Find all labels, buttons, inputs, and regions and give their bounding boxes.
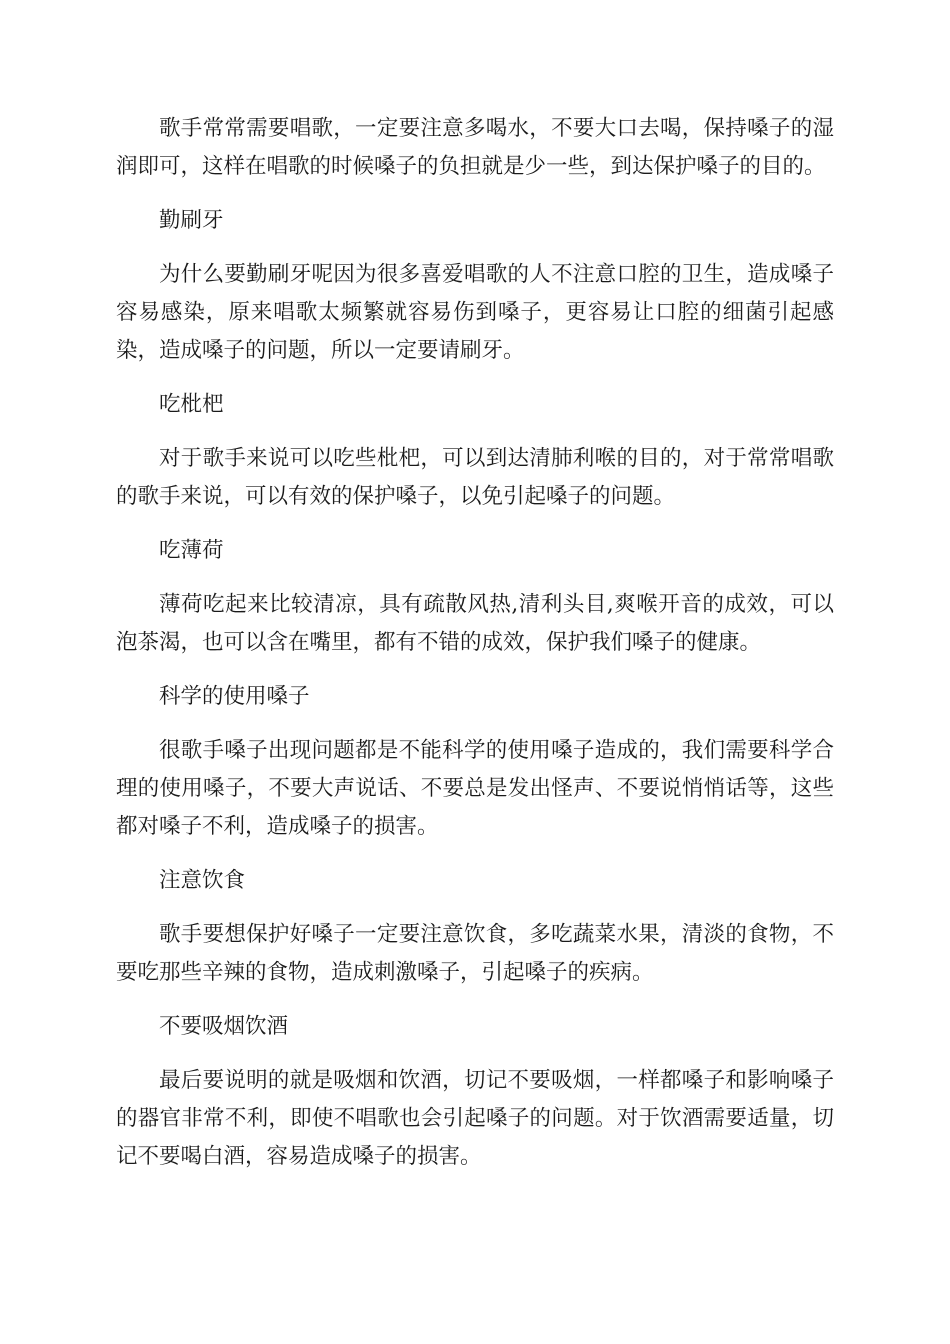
heading-mint: 吃薄荷	[159, 538, 224, 563]
paragraph-water: 歌手常常需要唱歌，一定要注意多喝水，不要大口去喝，保持嗓子的湿润即可，这样在唱歌的时候嗓子的负担就是少一些，到达保护嗓子的目的。	[116, 116, 834, 179]
heading-brush-teeth: 勤刷牙	[159, 208, 224, 233]
paragraph-brush-teeth: 为什么要勤刷牙呢因为很多喜爱唱歌的人不注意口腔的卫生，造成嗓子容易感染，原来唱歌太频繁就容易伤到嗓子，更容易让口腔的细菌引起感染，造成嗓子的问题，所以一定要请刷牙。	[116, 262, 834, 363]
paragraph-loquat: 对于歌手来说可以吃些枇杷，可以到达清肺利喉的目的，对于常常唱歌的歌手来说，可以有效的保护嗓子，以免引起嗓子的问题。	[116, 446, 834, 509]
heading-no-smoking-drinking: 不要吸烟饮酒	[159, 1014, 289, 1039]
paragraph-diet: 歌手要想保护好嗓子一定要注意饮食，多吃蔬菜水果，清淡的食物，不要吃那些辛辣的食物，造成刺激嗓子，引起嗓子的疾病。	[116, 922, 834, 985]
paragraph-scientific-use: 很歌手嗓子出现问题都是不能科学的使用嗓子造成的，我们需要科学合理的使用嗓子，不要大声说话、不要总是发出怪声、不要说悄悄话等，这些都对嗓子不利，造成嗓子的损害。	[116, 738, 834, 839]
heading-loquat: 吃枇杷	[159, 392, 224, 417]
heading-scientific-use: 科学的使用嗓子	[159, 684, 310, 709]
paragraph-no-smoking-drinking: 最后要说明的就是吸烟和饮酒，切记不要吸烟，一样都嗓子和影响嗓子的器官非常不利，即使不唱歌也会引起嗓子的问题。对于饮酒需要适量，切记不要喝白酒，容易造成嗓子的损害。	[116, 1068, 834, 1169]
heading-diet: 注意饮食	[159, 868, 246, 893]
paragraph-mint: 薄荷吃起来比较清凉，具有疏散风热,清利头目,爽喉开音的成效，可以泡茶渴，也可以含在嘴里，都有不错的成效，保护我们嗓子的健康。	[116, 592, 834, 655]
document-body	[116, 110, 834, 1192]
